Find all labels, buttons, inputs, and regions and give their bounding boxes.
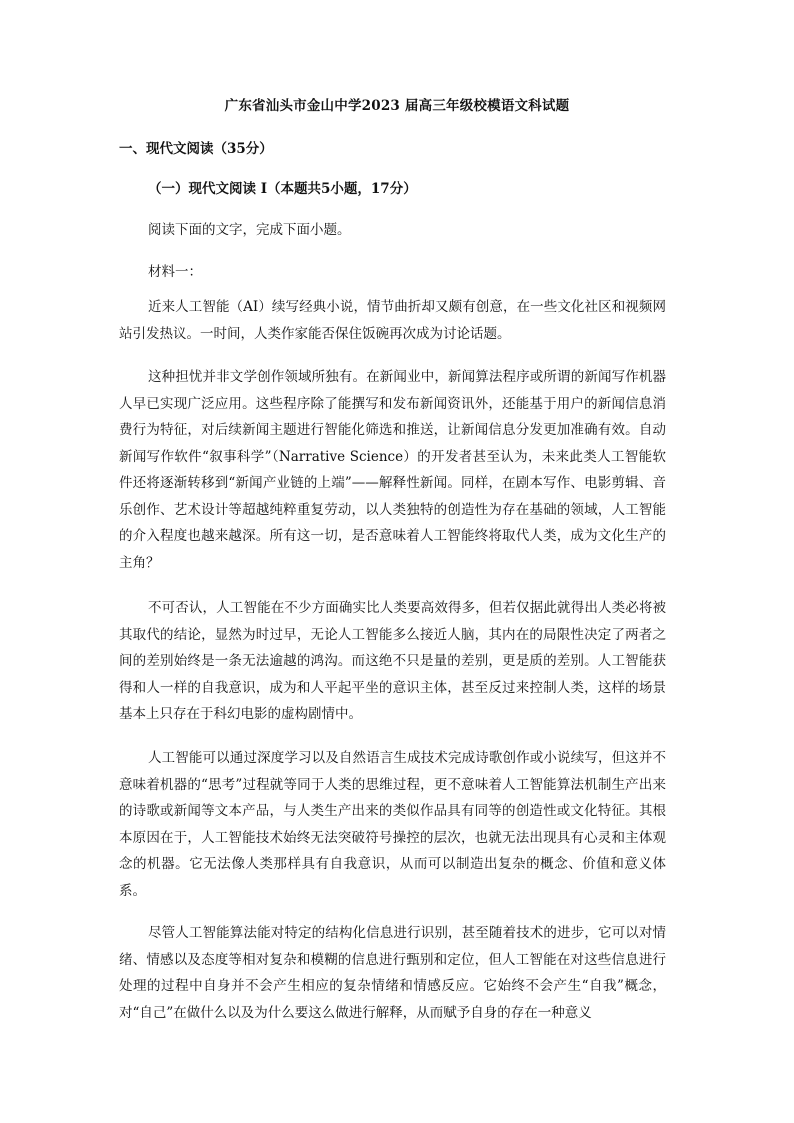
paragraph-1: 近来人工智能（AI）续写经典小说，情节曲折却又颇有创意，在一些文化社区和视频网站引发热议。一时间，人类作家能否保住饭碗再次成为讨论话题。	[119, 299, 666, 342]
material-label: 材料一：	[148, 264, 202, 280]
instruction-text: 阅读下面的文字，完成下面小题。	[148, 222, 351, 238]
section-heading: 一、现代文阅读（35分）	[119, 141, 273, 157]
paragraph-5: 尽管人工智能算法能对特定的结构化信息进行识别，甚至随着技术的进步，它可以对情绪、情感以及态度等相对复杂和模糊的信息进行甄别和定位，但人工智能在对这些信息进行处理的过程中自身并不会产生相应的复杂情绪和情感反应。它始终不会产生“自我”概念，对“自己”在做什么以及为什么要这么做进行解释，从而赋予自身的存在一种意义	[119, 925, 666, 1021]
document-title: 广东省汕头市金山中学2023 届高三年级校模语文科试题	[224, 98, 570, 114]
paragraph-2: 这种担忧并非文学创作领域所独有。在新闻业中，新闻算法程序或所谓的新闻写作机器人早已实现广泛应用。这些程序除了能撰写和发布新闻资讯外，还能基于用户的新闻信息消费行为特征，对后续新闻主题进行智能化筛选和推送，让新闻信息分发更加准确有效。自动新闻写作软件“叙事科学”（Narrative Science）的开发者甚至认为，未来此类人工智能软件还将逐渐转移到“新闻产业链的上端”——解释性新闻。同样，在剧本写作、电影剪辑、音乐创作、艺术设计等超越纯粹重复劳动，以人类独特的创造性为存在基础的领域，人工智能的介入程度也越来越深。所有这一切，是否意味着人工智能终将取代人类，成为文化生产的主角？	[119, 369, 666, 571]
paragraph-4: 人工智能可以通过深度学习以及自然语言生成技术完成诗歌创作或小说续写，但这并不意味着机器的“思考”过程就等同于人类的思维过程，更不意味着人工智能算法机制生产出来的诗歌或新闻等文本产品，与人类生产出来的类似作品具有同等的创造性或文化特征。其根本原因在于，人工智能技术始终无法突破符号操控的层次，也就无法出现具有心灵和主体观念的机器。它无法像人类那样具有自我意识，从而可以制造出复杂的概念、价值和意义体系。	[119, 750, 666, 899]
subsection-heading: （一）现代文阅读 I（本题共5小题，17分）	[148, 181, 417, 197]
paragraph-3: 不可否认，人工智能在不少方面确实比人类要高效得多，但若仅据此就得出人类必将被其取代的结论，显然为时过早，无论人工智能多么接近人脑，其内在的局限性决定了两者之间的差别始终是一条无法逾越的鸿沟。而这绝不只是量的差别，更是质的差别。人工智能获得和人一样的自我意识，成为和人平起平坐的意识主体，甚至反过来控制人类，这样的场景基本上只存在于科幻电影的虚构剧情中。	[119, 600, 666, 722]
